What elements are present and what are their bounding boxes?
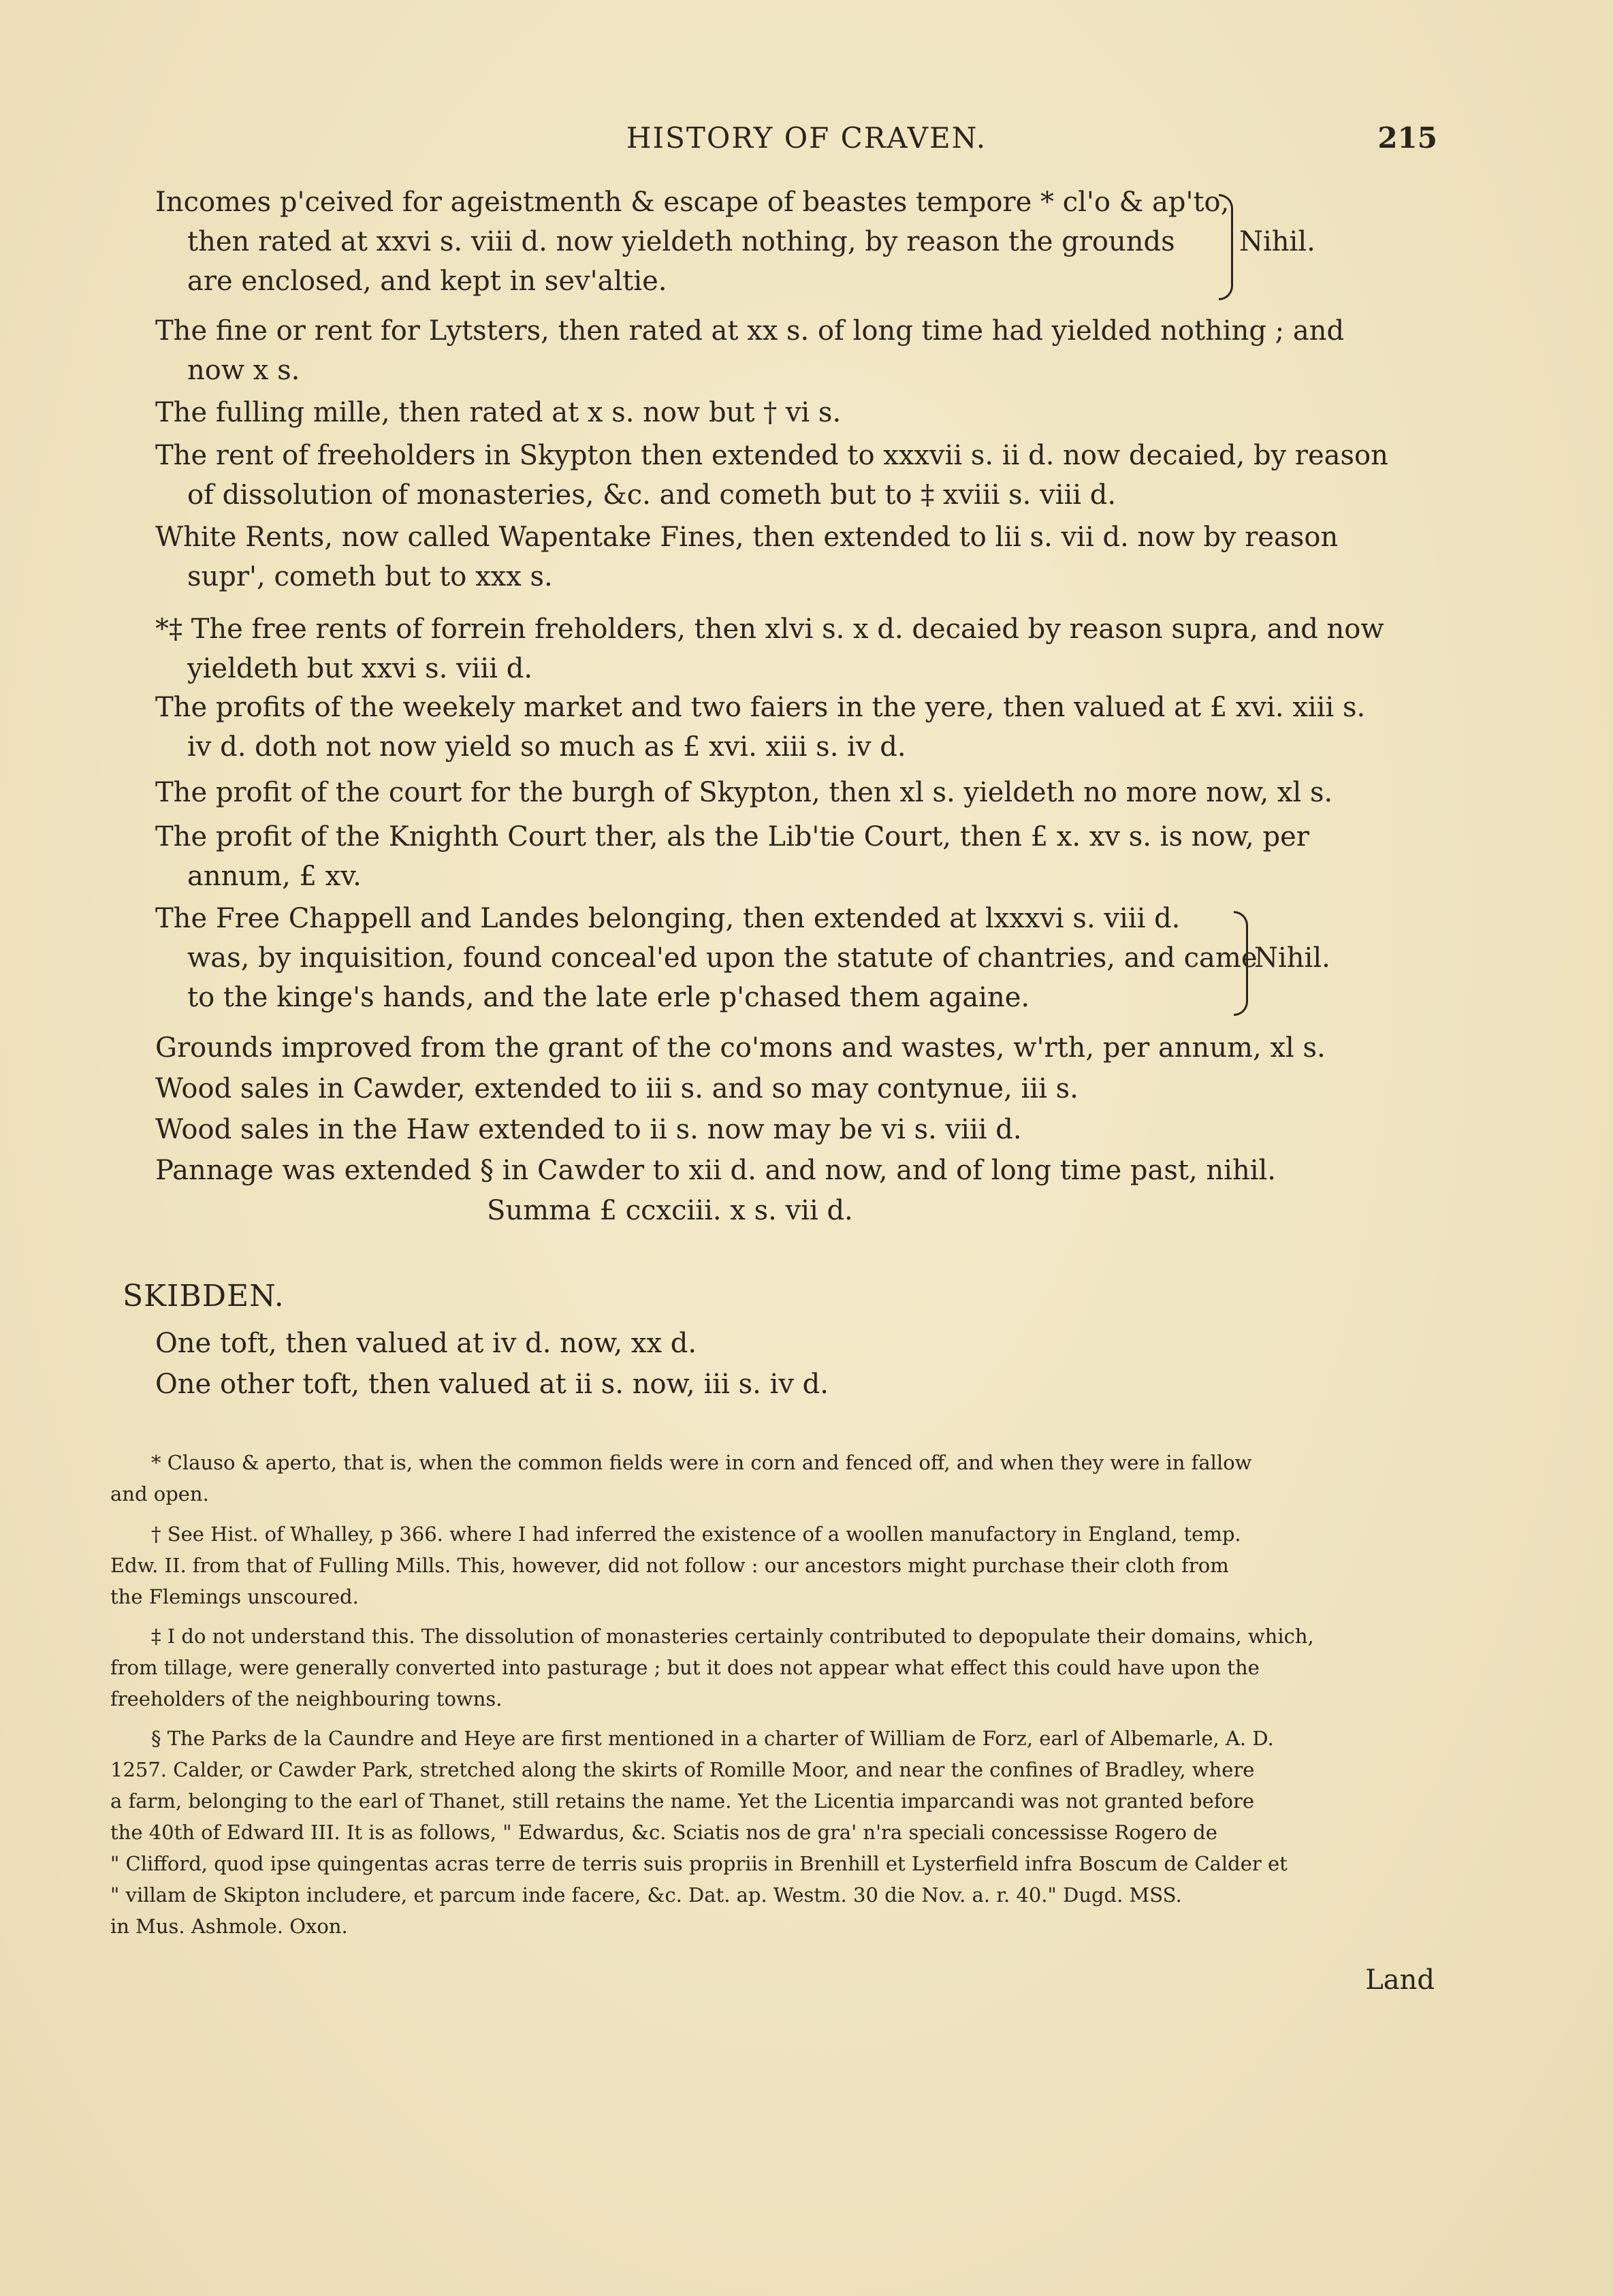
entry-line: supr', cometh but to xxx s. bbox=[187, 561, 553, 592]
entry-freeholders bbox=[155, 436, 1435, 515]
footnote-line: in Mus. Ashmole. Oxon. bbox=[110, 1915, 348, 1938]
entry-court bbox=[155, 773, 1435, 812]
entry-line: The profit of the Knighth Court ther, als the Lib'tie Court, then £ x. xv s. is now, per bbox=[155, 821, 1309, 852]
entry-wood-cawder bbox=[155, 1069, 1435, 1109]
entry-line: iv d. doth not now yield so much as £ xvi. xiii s. iv d. bbox=[187, 731, 906, 763]
footnote-line: the 40th of Edward III. It is as follows, " Edwardus, &c. Sciatis nos de gra' n'ra speciali concessisse Rogero de bbox=[110, 1821, 1217, 1844]
section-line: One toft, then valued at iv d. now, xx d. bbox=[155, 1328, 697, 1359]
entry-line: The profit of the court for the burgh of Skypton, then xl s. yieldeth no more now, xl s. bbox=[155, 777, 1333, 808]
footnote-line: a farm, belonging to the earl of Thanet, still retains the name. Yet the Licentia imparcandi was not granted before bbox=[110, 1789, 1254, 1813]
entry-line: then rated at xxvi s. viii d. now yieldeth nothing, by reason the grounds bbox=[187, 226, 1175, 257]
entry-line: yieldeth but xxvi s. viii d. bbox=[187, 653, 533, 684]
footnote-line: freeholders of the neighbouring towns. bbox=[110, 1687, 502, 1710]
brace-note: Nihil. bbox=[1254, 942, 1330, 974]
entry-pannage bbox=[155, 1151, 1435, 1190]
brace bbox=[1234, 911, 1248, 1016]
entry-line: The fine or rent for Lytsters, then rated at xx s. of long time had yielded nothing ; and bbox=[155, 315, 1345, 347]
entry-line: The rent of freeholders in Skypton then extended to xxxvii s. ii d. now decaied, by reason bbox=[155, 440, 1388, 471]
entry-wood-haw bbox=[155, 1110, 1435, 1149]
brace-note: Nihil. bbox=[1239, 226, 1315, 257]
entry-fulling-mill bbox=[155, 393, 1435, 432]
footnote-line: § The Parks de la Caundre and Heye are first mentioned in a charter of William de Forz, earl of Albemarle, A. D. bbox=[151, 1727, 1274, 1750]
entry-knight-court bbox=[155, 817, 1435, 896]
running-head: HISTORY OF CRAVEN. bbox=[626, 121, 987, 155]
footnote-line: 1257. Calder, or Cawder Park, stretched along the skirts of Romille Moor, and near the confines of Bradley, where bbox=[110, 1758, 1255, 1781]
entry-line: Wood sales in Cawder, extended to iii s. and so may contynue, iii s. bbox=[155, 1073, 1079, 1104]
brace bbox=[1219, 194, 1233, 300]
entry-market bbox=[155, 688, 1435, 767]
footnote bbox=[110, 1621, 1438, 1715]
entry-line: Pannage was extended § in Cawder to xii d. and now, and of long time past, nihil. bbox=[155, 1155, 1277, 1186]
footnote-line: ‡ I do not understand this. The dissolution of monasteries certainly contributed to depopulate their domains, which, bbox=[151, 1625, 1314, 1648]
entry-line: annum, £ xv. bbox=[187, 861, 362, 892]
entry-line: to the kinge's hands, and the late erle p'chased them againe. bbox=[187, 982, 1030, 1013]
footnote-line: the Flemings unscoured. bbox=[110, 1585, 359, 1608]
entry-line: The fulling mille, then rated at x s. now but † vi s. bbox=[155, 397, 842, 428]
entry-line: was, by inquisition, found conceal'ed upon the statute of chantries, and came bbox=[187, 942, 1258, 974]
entry-line: The profits of the weekely market and two faiers in the yere, then valued at £ xvi. xiii s. bbox=[155, 692, 1366, 723]
footnote-line: " Clifford, quod ipse quingentas acras terre de terris suis propriis in Brenhill et Lysterfield infra Boscum de Calder et bbox=[110, 1852, 1288, 1875]
entry-line: of dissolution of monasteries, &c. and cometh but to ‡ xviii s. viii d. bbox=[187, 479, 1117, 511]
entry-line: *‡ The free rents of forrein freholders, then xlvi s. x d. decaied by reason supra, and now bbox=[155, 613, 1384, 645]
footnote bbox=[110, 1447, 1438, 1510]
entry-line: Incomes p'ceived for ageistmenth & escape of beastes tempore * cl'o & ap'to, bbox=[155, 187, 1230, 218]
page-number: 215 bbox=[1377, 121, 1437, 155]
section-line: One other toft, then valued at ii s. now, iii s. iv d. bbox=[155, 1369, 829, 1400]
catchword: Land bbox=[1365, 1964, 1435, 1996]
footnote-line: † See Hist. of Whalley, p 366. where I had inferred the existence of a woollen manufactory in England, temp. bbox=[151, 1522, 1241, 1546]
summa-total: Summa £ ccxciii. x s. vii d. bbox=[487, 1195, 853, 1226]
section-title: SKIBDEN. bbox=[123, 1279, 285, 1313]
page-header bbox=[0, 121, 1613, 162]
footnote-line: from tillage, were generally converted into pasturage ; but it does not appear what effect this could have upon the bbox=[110, 1656, 1260, 1679]
footnote bbox=[110, 1723, 1438, 1942]
entry-line: The Free Chappell and Landes belonging, then extended at lxxxvi s. viii d. bbox=[155, 903, 1181, 934]
entry-line: Wood sales in the Haw extended to ii s. now may be vi s. viii d. bbox=[155, 1114, 1022, 1145]
entry-line: are enclosed, and kept in sev'altie. bbox=[187, 266, 667, 297]
entry-line: now x s. bbox=[187, 355, 300, 386]
footnote-line: Edw. II. from that of Fulling Mills. This, however, did not follow : our ancestors might purchase their cloth from bbox=[110, 1554, 1229, 1577]
footnote-line: * Clauso & aperto, that is, when the common fields were in corn and fenced off, and when they were in fallow bbox=[151, 1451, 1252, 1474]
entry-lytsters bbox=[155, 311, 1435, 390]
entry-line: White Rents, now called Wapentake Fines, then extended to lii s. vii d. now by reason bbox=[155, 522, 1339, 553]
footnote bbox=[110, 1518, 1438, 1612]
entry-forrein-freholders bbox=[155, 609, 1435, 688]
entry-white-rents bbox=[155, 517, 1435, 596]
entry-line: Grounds improved from the grant of the co'mons and wastes, w'rth, per annum, xl s. bbox=[155, 1032, 1326, 1064]
footnote-line: " villam de Skipton includere, et parcum inde facere, &c. Dat. ap. Westm. 30 die Nov. a. r. 40." Dugd. MSS. bbox=[110, 1883, 1182, 1907]
entry-grounds-improved bbox=[155, 1028, 1435, 1068]
footnote-line: and open. bbox=[110, 1482, 209, 1505]
